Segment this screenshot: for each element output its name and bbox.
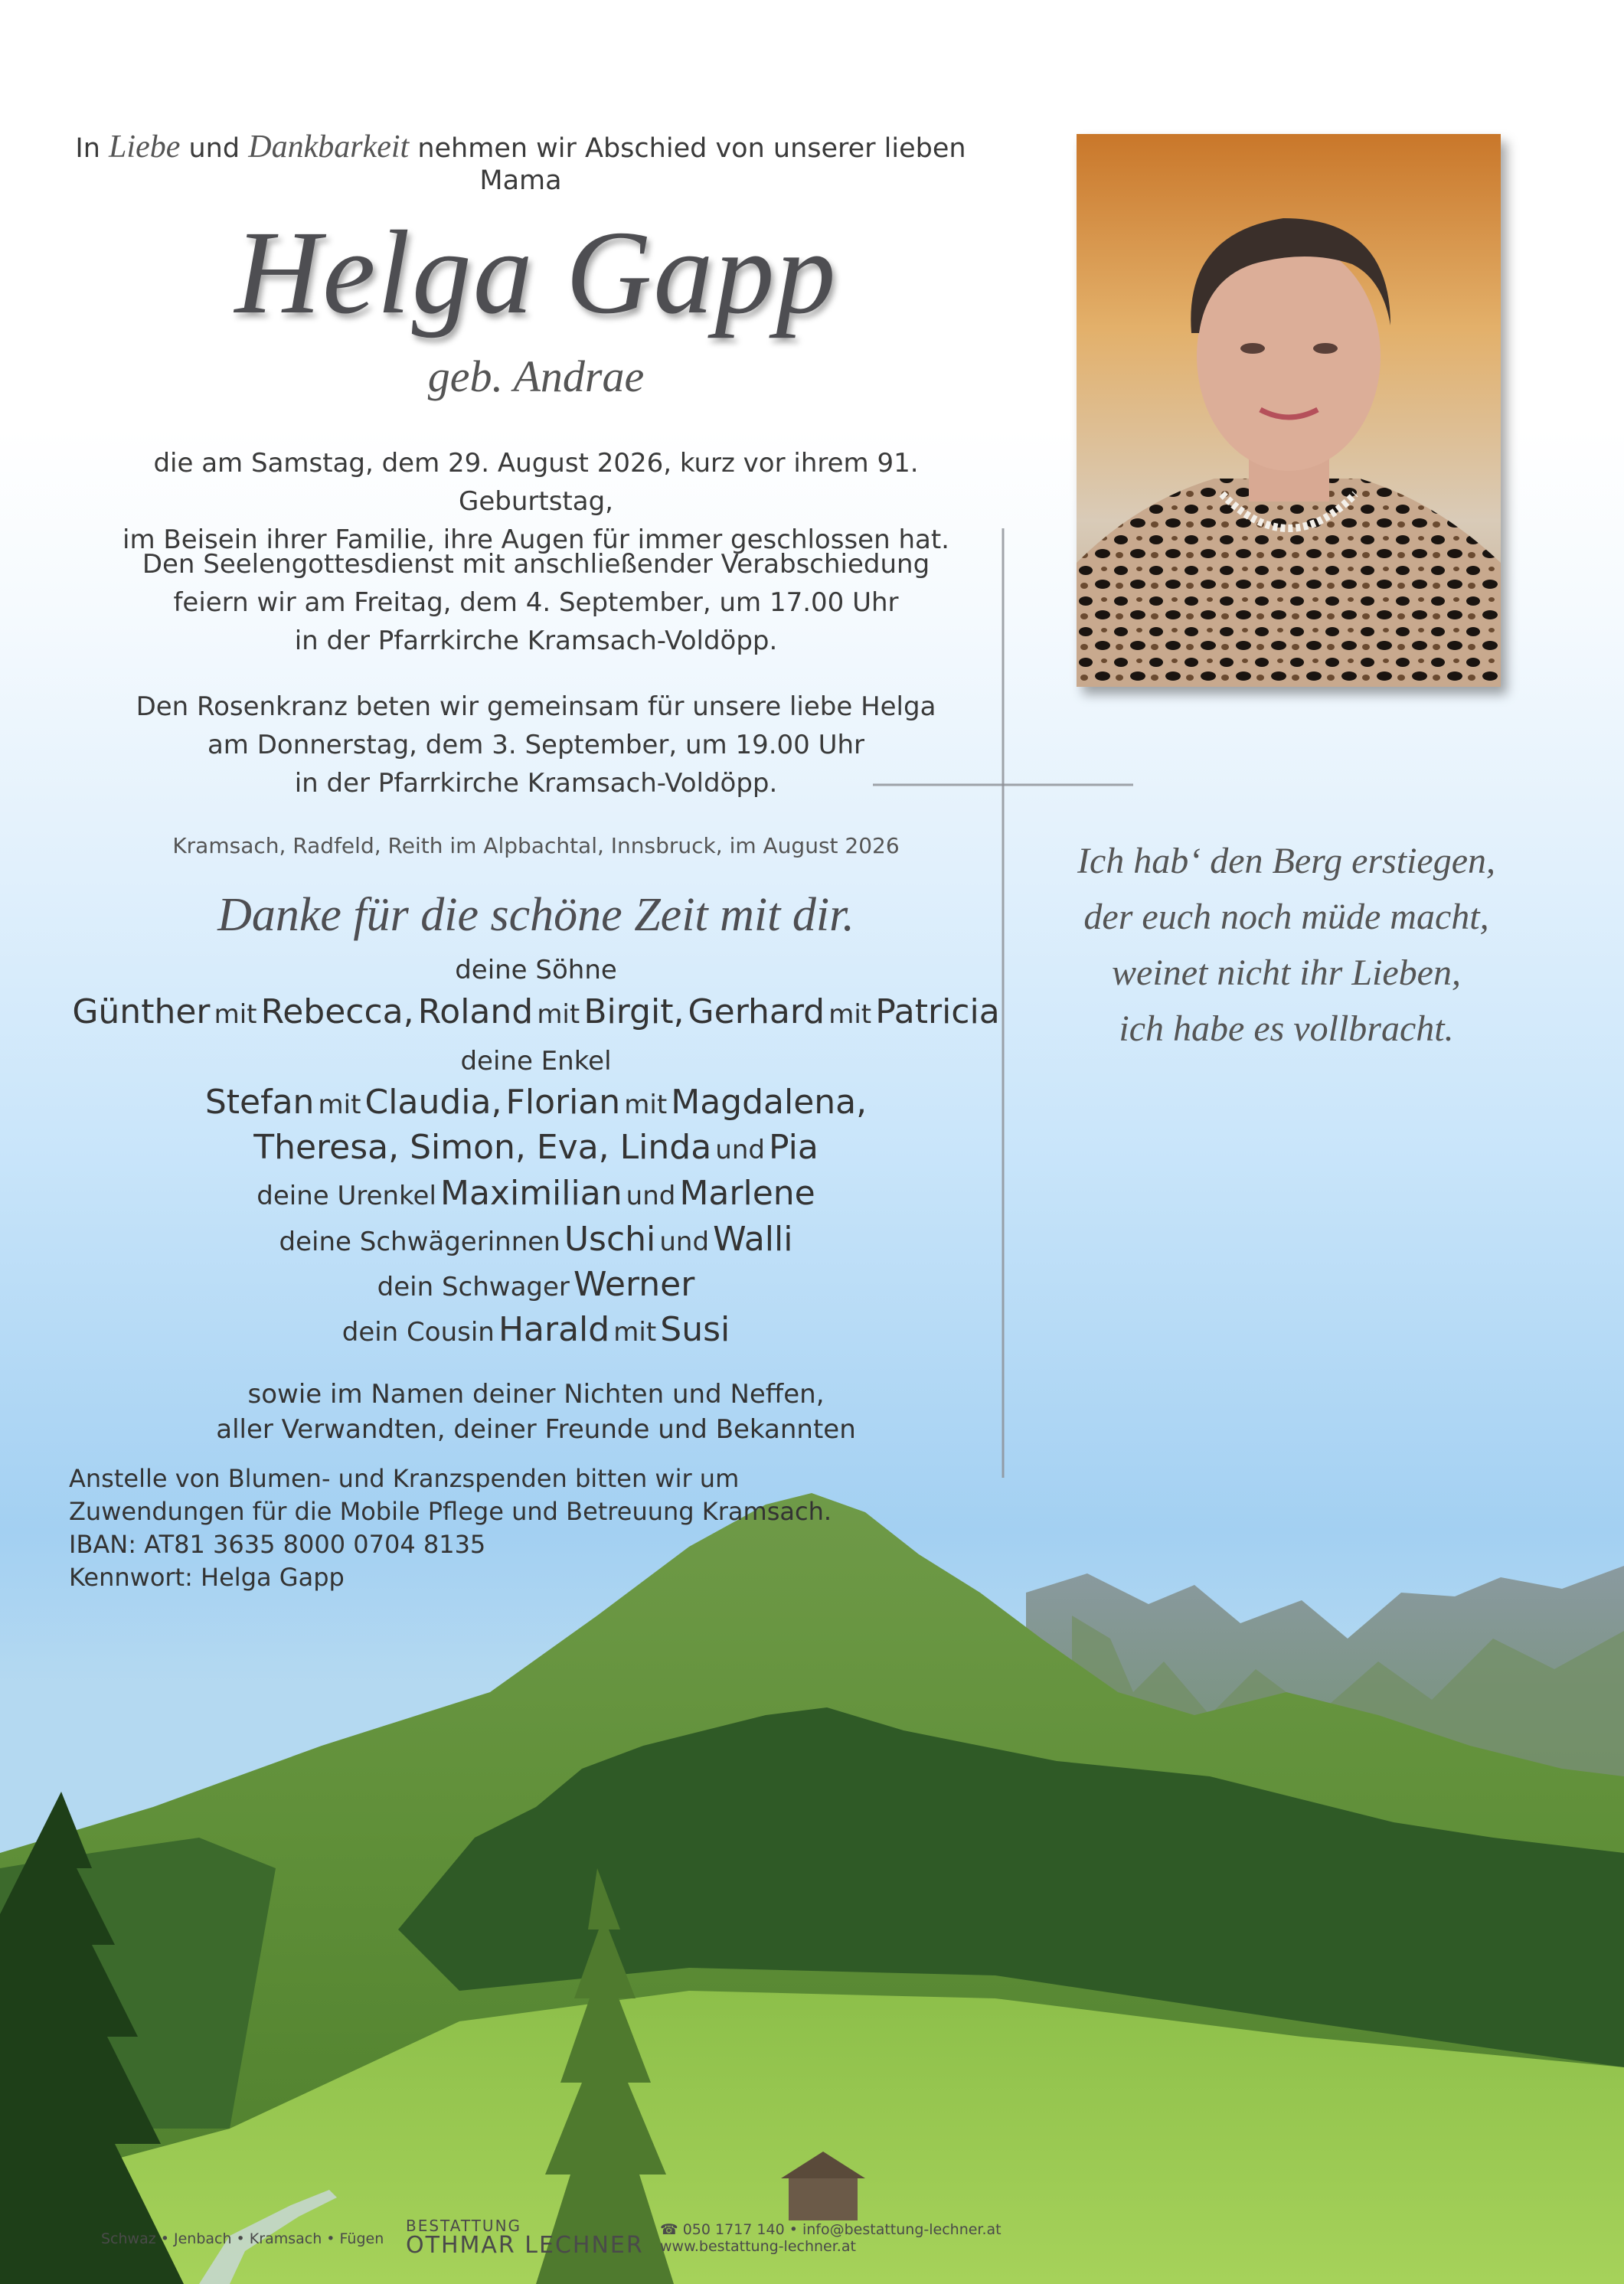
grandchildren-line-1: Stefan mit Claudia, Florian mit Magdalena, <box>204 1083 868 1122</box>
brother-in-law-line: dein Schwager Werner <box>377 1265 695 1304</box>
footer-contact: ☎ 050 1717 140 • info@bestattung-lechner.at <box>660 2221 1002 2238</box>
donation-note: Anstelle von Blumen- und Kranzspenden bitten wir um Zuwendungen für die Mobile Pflege und Betreuung Kramsach. IBAN: AT81 3635 8000 0704 8135 Kennwort: Helga Gapp <box>69 1464 832 1592</box>
grandchildren-label: deine Enkel <box>460 1046 612 1077</box>
place-and-date: Kramsach, Radfeld, Reith im Alpbachtal, Innsbruck, im August 2026 <box>172 833 900 858</box>
footer-brand-small: BESTATTUNG <box>406 2217 522 2235</box>
great-grandchildren-line: deine Urenkel Maximilian und Marlene <box>257 1174 815 1213</box>
grandchildren-line-2: Theresa, Simon, Eva, Linda und Pia <box>253 1128 819 1167</box>
footer-towns: Schwaz • Jenbach • Kramsach • Fügen <box>101 2230 384 2247</box>
deceased-name: Helga Gapp <box>234 206 838 338</box>
funeral-home-footer <box>0 2217 1624 2263</box>
poem: Ich hab‘ den Berg erstiegen, der euch noch müde macht, weinet nicht ihr Lieben, ich habe es vollbracht. <box>1077 841 1496 1049</box>
closing-lines: sowie im Namen deiner Nichten und Neffen, aller Verwandten, deiner Freunde und Bekannten <box>216 1379 856 1445</box>
hut <box>789 2175 858 2220</box>
death-notice: die am Samstag, dem 29. August 2026, kurz vor ihrem 91. Geburtstag, im Beisein ihrer Familie, ihre Augen für immer geschlossen hat. <box>123 448 949 555</box>
portrait-photo <box>1077 134 1501 687</box>
cousin-line: dein Cousin Harald mit Susi <box>341 1310 730 1349</box>
intro-line: In Liebe und Dankbarkeit nehmen wir Abschied von unserer lieben Mama <box>75 129 966 196</box>
footer-brand-large: OTHMAR LECHNER <box>406 2232 644 2259</box>
thanks-line: Danke für die schöne Zeit mit dir. <box>217 889 854 941</box>
intro-word-liebe: Liebe <box>109 129 181 165</box>
sons-line: Günther mit Rebecca, Roland mit Birgit, Gerhard mit Patricia <box>72 992 1000 1031</box>
sisters-in-law-line: deine Schwägerinnen Uschi und Walli <box>279 1220 793 1259</box>
service-info: Den Seelengottesdienst mit anschließender Verabschiedung feiern wir am Freitag, dem 4. September, um 17.00 Uhr in der Pfarrkirche Kramsach-Voldöpp. <box>142 549 930 656</box>
intro-word-dankbarkeit: Dankbarkeit <box>248 129 410 165</box>
rosary-info: Den Rosenkranz beten wir gemeinsam für unsere liebe Helga am Donnerstag, dem 3. September, um 19.00 Uhr in der Pfarrkirche Kramsach-Voldöpp. <box>136 691 936 799</box>
footer-website[interactable]: www.bestattung-lechner.at <box>660 2238 856 2255</box>
sons-label: deine Söhne <box>455 955 617 985</box>
maiden-name: geb. Andrae <box>427 351 645 401</box>
